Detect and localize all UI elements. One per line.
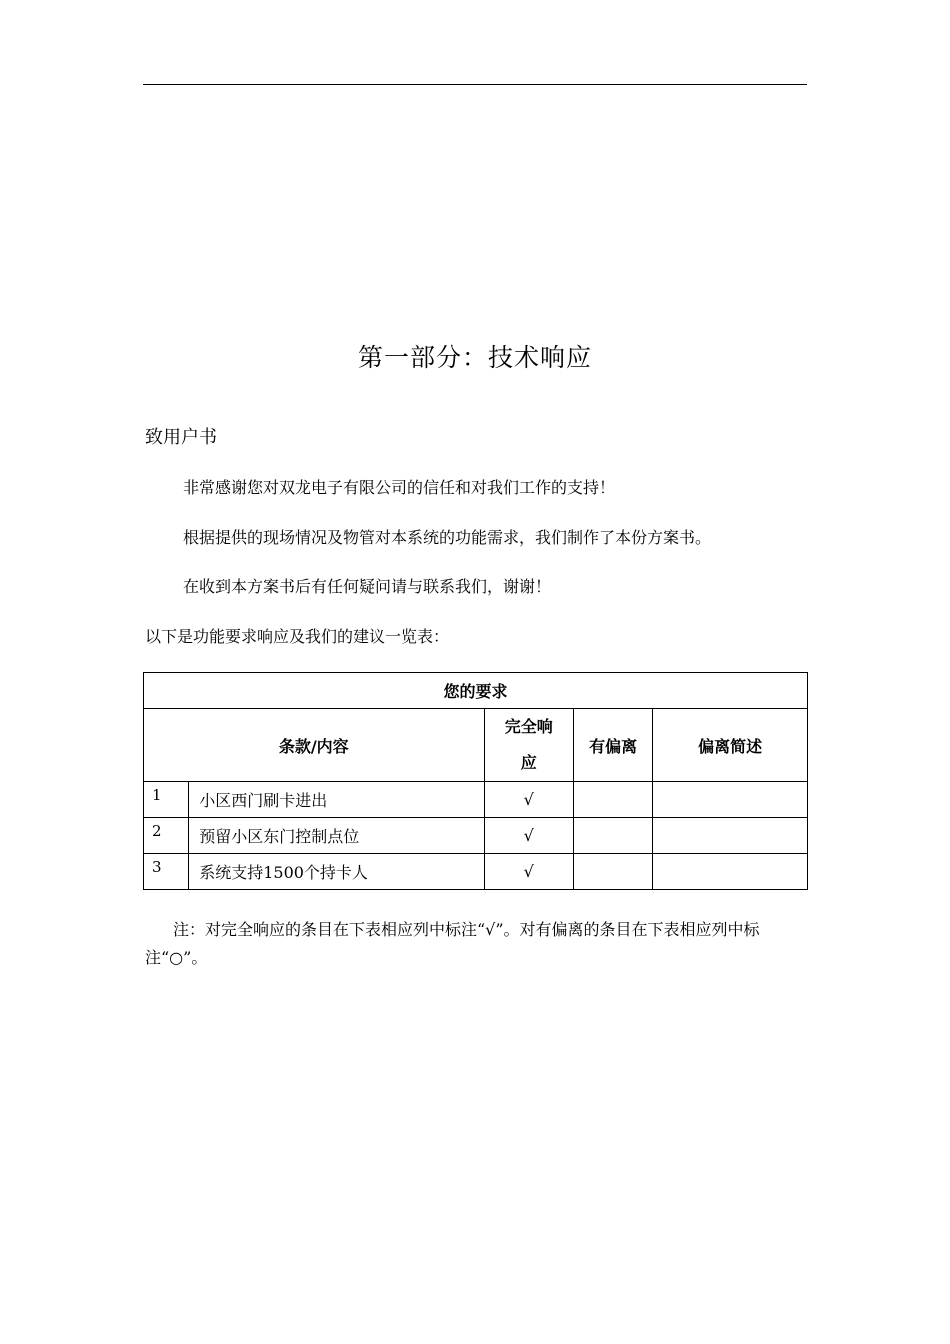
- row-full-check: √: [484, 818, 573, 854]
- table-caption-row: [144, 673, 808, 709]
- row-deviation-desc: [653, 854, 808, 890]
- row-content: 预留小区东门控制点位: [189, 818, 484, 854]
- table-row: [144, 782, 808, 818]
- requirements-table: [143, 672, 808, 890]
- row-content: 小区西门刷卡进出: [189, 782, 484, 818]
- table-row: [144, 854, 808, 890]
- row-deviation: [573, 854, 652, 890]
- header-rule: [143, 84, 807, 85]
- table-caption: 您的要求: [144, 673, 808, 709]
- header-full-response-text: 完全响应: [504, 717, 553, 772]
- header-deviation: 有偏离: [573, 709, 652, 782]
- paragraph-contact: 在收到本方案书后有任何疑问请与联系我们，谢谢！: [183, 577, 552, 596]
- row-number: 3: [144, 854, 189, 890]
- row-deviation-desc: [653, 818, 808, 854]
- page-title: 第一部分：技术响应: [357, 343, 592, 372]
- header-content: 条款/内容: [144, 709, 485, 782]
- row-full-check: √: [484, 782, 573, 818]
- row-deviation-desc: [653, 782, 808, 818]
- row-number: 1: [144, 782, 189, 818]
- paragraph-requirements: 根据提供的现场情况及物管对本系统的功能需求，我们制作了本份方案书。: [183, 528, 712, 547]
- table-note: 注：对完全响应的条目在下表相应列中标注“√”。对有偏离的条目在下表相应列中标注“○”。: [145, 920, 760, 967]
- header-deviation-desc: 偏离简述: [653, 709, 808, 782]
- table-header-row: [144, 709, 808, 782]
- row-number: 2: [144, 818, 189, 854]
- header-full-response: [484, 709, 573, 782]
- row-content: 系统支持1500个持卡人: [189, 854, 484, 890]
- paragraph-thanks: 非常感谢您对双龙电子有限公司的信任和对我们工作的支持！: [183, 478, 616, 497]
- row-full-check: √: [484, 854, 573, 890]
- table-intro: 以下是功能要求响应及我们的建议一览表：: [145, 627, 450, 646]
- salutation: 致用户书: [145, 427, 217, 448]
- row-deviation: [573, 782, 652, 818]
- table-row: [144, 818, 808, 854]
- row-deviation: [573, 818, 652, 854]
